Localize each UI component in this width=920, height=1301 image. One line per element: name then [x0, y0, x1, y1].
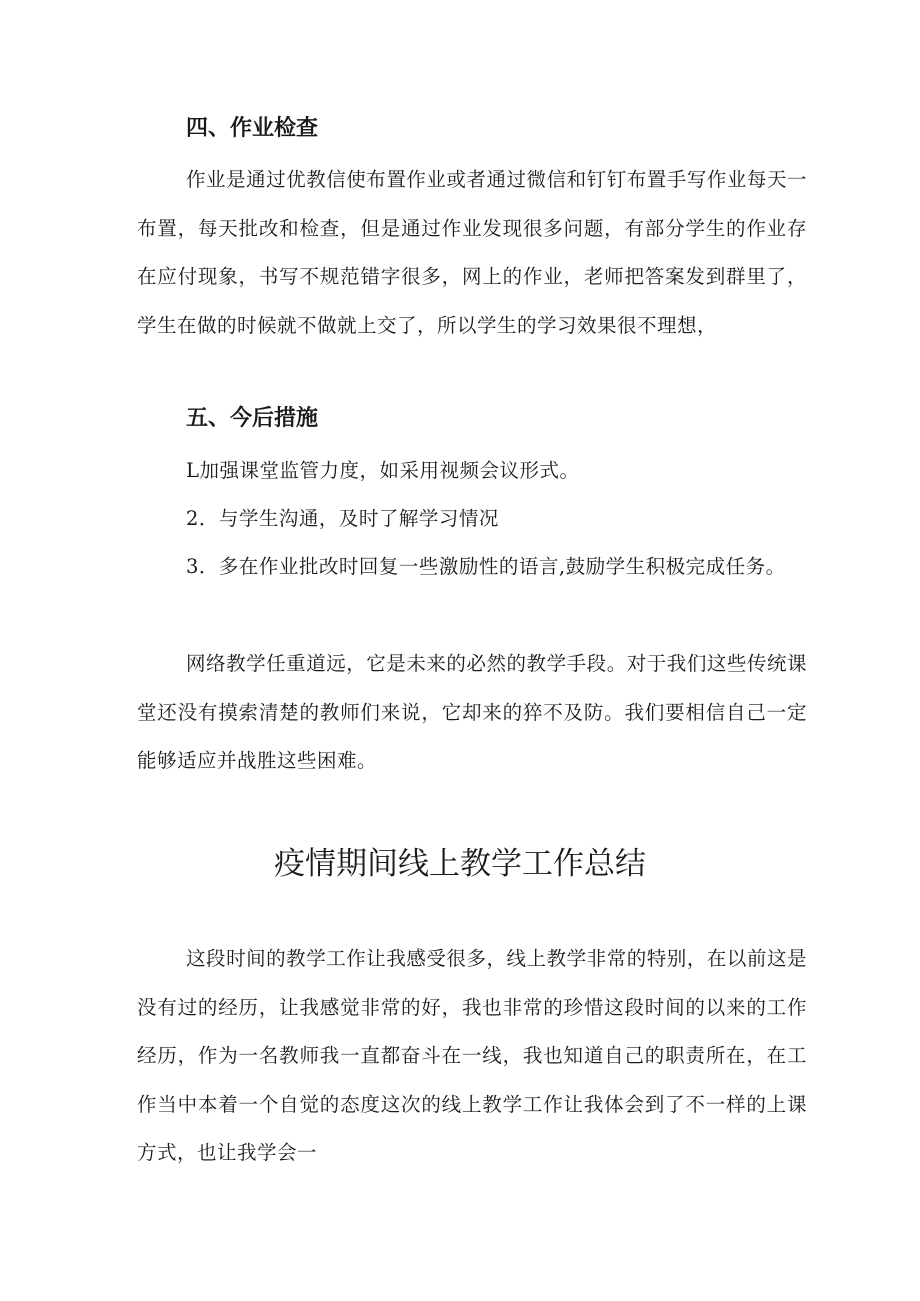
measure-item-3: 3．多在作业批改时回复一些激励性的语言,鼓励学生积极完成任务。 [186, 555, 786, 578]
section-heading-future-measures: 五、今后措施 [186, 406, 319, 431]
document-title: 疫情期间线上教学工作总结 [274, 846, 646, 882]
measure-item-2: 2．与学生沟通，及时了解学习情况 [186, 507, 499, 530]
section-heading-homework-check: 四、作业检查 [186, 116, 319, 141]
homework-check-paragraph: 作业是通过优教信使布置作业或者通过微信和钉钉布置手写作业每天一布置，每天批改和检查，但是通过作业发现很多问题，有部分学生的作业存在应付现象，书写不规范错字很多，网上的作业，老师把答案发到群里了，学生在做的时候就不做就上交了，所以学生的学习效果很不理想， [137, 168, 807, 337]
measure-item-1: L加强课堂监管力度，如采用视频会议形式。 [186, 459, 580, 482]
summary-paragraph: 这段时间的教学工作让我感受很多，线上教学非常的特别，在以前这是没有过的经历，让我感觉非常的好，我也非常的珍惜这段时间的以来的工作经历，作为一名教师我一直都奋斗在一线，我也知道自己的职责所在，在工作当中本着一个自觉的态度这次的线上教学工作让我体会到了不一样的上课方式，也让我学会一 [137, 947, 807, 1164]
closing-paragraph: 网络教学任重道远，它是未来的必然的教学手段。对于我们这些传统课堂还没有摸索清楚的教师们来说，它却来的猝不及防。我们要相信自己一定能够适应并战胜这些困难。 [137, 652, 807, 772]
